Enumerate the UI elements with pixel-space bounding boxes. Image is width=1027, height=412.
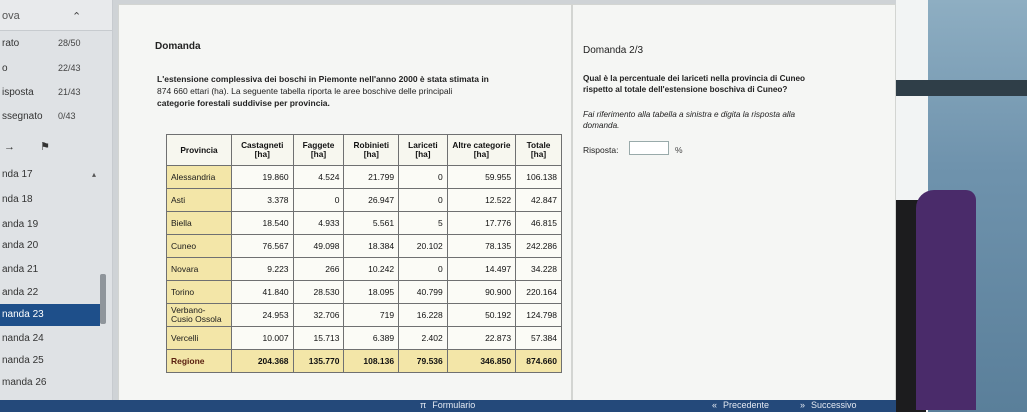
table-cell: 204.368: [232, 350, 294, 373]
column-header: Altre categorie [ha]: [447, 135, 515, 166]
table-cell: 220.164: [516, 281, 562, 304]
table-cell: 59.955: [447, 166, 515, 189]
table-cell: 90.900: [447, 281, 515, 304]
table-cell: 4.933: [293, 212, 344, 235]
hint-text: Fai riferimento alla tabella a sinistra e digita la risposta alla domanda.: [583, 110, 796, 130]
table-cell: Verbano-Cusio Ossola: [167, 304, 232, 327]
table-cell: 46.815: [516, 212, 562, 235]
panel-heading: Domanda: [155, 41, 201, 52]
table-cell: Biella: [167, 212, 232, 235]
table-cell: 266: [293, 258, 344, 281]
intro-text: L'estensione complessiva dei boschi in Piemonte nell'anno 2000 è stata stimata in 874 660 ettari (ha). La seguente tabella riporta le aree boschive delle principali categorie forestali suddivise per provincia.: [157, 74, 489, 108]
table-cell: 24.953: [232, 304, 294, 327]
question-item[interactable]: nanda 25: [2, 355, 44, 366]
table-header-row: [167, 135, 562, 166]
column-header: Provincia: [167, 135, 232, 166]
column-header: Faggete [ha]: [293, 135, 344, 166]
table-cell: 76.567: [232, 235, 294, 258]
table-cell: 78.135: [447, 235, 515, 258]
table-cell: 10.007: [232, 327, 294, 350]
table-cell: 12.522: [447, 189, 515, 212]
table-row: [167, 212, 562, 235]
table-cell: 34.228: [516, 258, 562, 281]
sidebar-tools: [4, 140, 72, 153]
table-cell: 6.389: [344, 327, 399, 350]
table-row: [167, 258, 562, 281]
double-chevron-left-icon: «: [712, 400, 718, 410]
table-cell: 0: [399, 258, 448, 281]
stat-value: 0/43: [58, 111, 76, 121]
table-cell: 18.540: [232, 212, 294, 235]
table-cell: 32.706: [293, 304, 344, 327]
sidebar-header[interactable]: [0, 0, 112, 31]
stat-label: rato: [2, 38, 20, 49]
question-item[interactable]: nda 17 ▴: [0, 164, 100, 186]
table-cell: 242.286: [516, 235, 562, 258]
question-item[interactable]: nanda 24: [2, 333, 44, 344]
table-cell: Alessandria: [167, 166, 232, 189]
next-button[interactable]: » Successivo: [800, 400, 857, 410]
table-cell: 124.798: [516, 304, 562, 327]
answer-label: Risposta:: [583, 145, 619, 155]
table-cell: 21.799: [344, 166, 399, 189]
table-cell: 5: [399, 212, 448, 235]
question-counter: Domanda 2/3: [583, 45, 644, 56]
dot-icon: ▴: [91, 170, 96, 179]
question-text: Qual è la percentuale dei lariceti nella provincia di Cuneo rispetto al totale dell'estensione boschiva di Cuneo?: [583, 74, 806, 94]
table-cell: Novara: [167, 258, 232, 281]
bottom-navigation-bar: [0, 400, 896, 412]
question-item[interactable]: anda 19: [2, 219, 39, 230]
table-cell: 14.497: [447, 258, 515, 281]
table-row: [167, 235, 562, 258]
table-cell: 26.947: [344, 189, 399, 212]
table-cell: 42.847: [516, 189, 562, 212]
table-cell: 346.850: [447, 350, 515, 373]
stat-label: isposta: [2, 87, 34, 98]
table-cell: 50.192: [447, 304, 515, 327]
table-cell: 108.136: [344, 350, 399, 373]
table-cell: 79.536: [399, 350, 448, 373]
column-header: Castagneti [ha]: [232, 135, 294, 166]
table-cell: 5.561: [344, 212, 399, 235]
table-cell: 41.840: [232, 281, 294, 304]
table-cell: 0: [399, 189, 448, 212]
table-cell: 106.138: [516, 166, 562, 189]
stat-label: o: [2, 63, 8, 74]
table-cell: 22.873: [447, 327, 515, 350]
table-cell: 19.860: [232, 166, 294, 189]
right-panel: [572, 4, 896, 402]
question-item[interactable]: anda 21: [2, 264, 39, 275]
stat-label: ssegnato: [2, 111, 43, 122]
stat-value: 22/43: [58, 63, 81, 73]
table-cell: 10.242: [344, 258, 399, 281]
table-cell: 20.102: [399, 235, 448, 258]
column-header: Robinieti [ha]: [344, 135, 399, 166]
column-header: Totale [ha]: [516, 135, 562, 166]
table-cell: 57.384: [516, 327, 562, 350]
table-row: [167, 281, 562, 304]
table-cell: Regione: [167, 350, 232, 373]
table-cell: Cuneo: [167, 235, 232, 258]
answer-input[interactable]: [629, 141, 669, 155]
stat-value: 28/50: [58, 38, 81, 48]
question-item[interactable]: nda 18: [2, 194, 33, 205]
table-cell: Vercelli: [167, 327, 232, 350]
table-cell: 15.713: [293, 327, 344, 350]
table-cell: 135.770: [293, 350, 344, 373]
stat-value: 21/43: [58, 87, 81, 97]
question-item[interactable]: anda 20: [2, 240, 39, 251]
table-cell: 874.660: [516, 350, 562, 373]
flag-icon[interactable]: ⚑: [40, 141, 50, 153]
sidebar-title: ova: [2, 10, 20, 22]
table-cell: 0: [293, 189, 344, 212]
formula-button[interactable]: π Formulario: [420, 400, 476, 410]
table-cell: 40.799: [399, 281, 448, 304]
table-cell: 49.098: [293, 235, 344, 258]
bag: [916, 190, 976, 410]
pi-icon: π: [420, 400, 427, 410]
sidebar: [0, 0, 113, 412]
chevron-up-icon[interactable]: ⌃: [72, 11, 82, 23]
column-header: Lariceti [ha]: [399, 135, 448, 166]
table-cell: Asti: [167, 189, 232, 212]
back-arrow-icon[interactable]: →: [4, 141, 15, 153]
table-cell: 17.776: [447, 212, 515, 235]
table-cell: 18.384: [344, 235, 399, 258]
wall-bar: [896, 80, 1027, 96]
question-item-active[interactable]: nanda 23: [0, 304, 100, 326]
question-item[interactable]: anda 22: [2, 287, 39, 298]
table-cell: 9.223: [232, 258, 294, 281]
table-row: [167, 166, 562, 189]
table-cell: 2.402: [399, 327, 448, 350]
double-chevron-right-icon: »: [800, 400, 806, 410]
table-cell: 3.378: [232, 189, 294, 212]
table-cell: 18.095: [344, 281, 399, 304]
forest-table: [166, 134, 562, 373]
table-row: [167, 189, 562, 212]
table-cell: 28.530: [293, 281, 344, 304]
table-cell: 16.228: [399, 304, 448, 327]
question-item[interactable]: manda 26: [2, 377, 47, 388]
answer-unit: %: [675, 145, 683, 155]
table-cell: 4.524: [293, 166, 344, 189]
table-row: [167, 327, 562, 350]
table-cell: Torino: [167, 281, 232, 304]
background-room: [896, 0, 1027, 412]
sidebar-scrollbar[interactable]: [100, 274, 106, 324]
previous-button[interactable]: « Precedente: [712, 400, 770, 410]
table-total-row: [167, 350, 562, 373]
table-cell: 719: [344, 304, 399, 327]
table-row: [167, 304, 562, 327]
table-cell: 0: [399, 166, 448, 189]
